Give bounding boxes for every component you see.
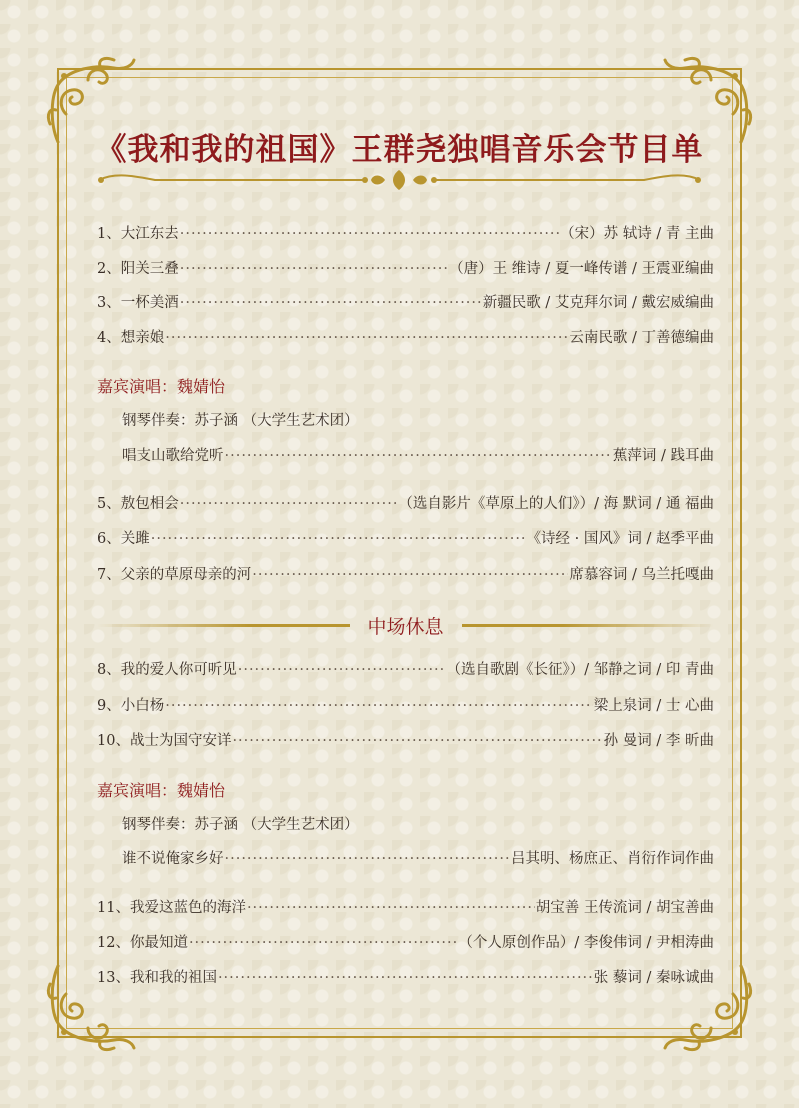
song-title: 唱支山歌给党听 (122, 448, 224, 464)
song-title: 一杯美酒 (120, 295, 179, 311)
song-title: 关雎 (120, 531, 150, 547)
song-credit: （宋）苏 轼诗 / 青 主曲 (560, 226, 714, 242)
dot-leader (151, 531, 526, 547)
song-credit: 席慕容词 / 乌兰托嘎曲 (569, 567, 714, 583)
program-item-4 (97, 326, 714, 348)
song-credit: （个人原创作品）/ 李俊伟词 / 尹相涛曲 (458, 935, 714, 951)
program-item-1 (97, 222, 714, 244)
program-item-11 (97, 896, 714, 918)
song-title: 父亲的草原母亲的河 (120, 567, 252, 583)
dot-leader (180, 261, 448, 277)
title-divider-ornament-icon (95, 168, 704, 192)
guest-song-item (122, 847, 714, 869)
song-credit: 胡宝善 王传流词 / 胡宝善曲 (535, 900, 714, 916)
piano-accompaniment-note: 钢琴伴奏：苏子涵 （大学生艺术团） (122, 817, 359, 833)
intermission-label: 中场休息 (367, 615, 444, 638)
song-credit: （选自歌剧《长征》）/ 邹静之词 / 印 青曲 (446, 662, 714, 678)
item-number: 9、 (97, 698, 121, 714)
program-item-2 (97, 257, 714, 279)
song-title: 你最知道 (129, 935, 188, 951)
program-item-7 (97, 563, 714, 585)
inner-frame-border (66, 77, 733, 1029)
song-title: 小白杨 (120, 698, 165, 714)
piano-accompaniment-note: 钢琴伴奏：苏子涵 （大学生艺术团） (122, 413, 359, 429)
song-title: 阳关三叠 (120, 261, 179, 277)
song-title: 谁不说俺家乡好 (122, 851, 224, 867)
song-credit: 张 藜词 / 秦咏诚曲 (593, 970, 714, 986)
item-number: 11、 (97, 900, 130, 916)
dot-leader (180, 295, 482, 311)
program-item-3 (97, 291, 714, 313)
program-item-6 (97, 527, 714, 549)
song-title: 战士为国守安详 (129, 733, 232, 749)
dot-leader (247, 900, 535, 916)
dot-leader (232, 733, 602, 749)
program-item-9 (97, 694, 714, 716)
dot-leader (165, 698, 593, 714)
divider-line-left (97, 624, 350, 627)
dot-leader (225, 448, 612, 464)
item-number: 3、 (97, 295, 121, 311)
program-item-8 (97, 658, 714, 680)
song-title: 我和我的祖国 (129, 970, 217, 986)
song-credit: 吕其明、杨庶正、肖衍作词作曲 (511, 851, 714, 867)
song-credit: 云南民歌 / 丁善德编曲 (569, 330, 714, 346)
item-number: 6、 (97, 531, 121, 547)
dot-leader (252, 567, 568, 583)
item-number: 10、 (97, 733, 130, 749)
dot-leader (238, 662, 446, 678)
song-credit: 蕉萍词 / 践耳曲 (612, 448, 714, 464)
dot-leader (180, 496, 398, 512)
item-number: 1、 (97, 226, 121, 242)
song-credit: （选自影片《草原上的人们》）/ 海 默词 / 通 福曲 (398, 496, 714, 512)
song-credit: 梁上泉词 / 士 心曲 (593, 698, 714, 714)
song-title: 敖包相会 (120, 496, 179, 512)
item-number: 8、 (97, 662, 121, 678)
item-number: 13、 (97, 970, 130, 986)
program-item-10 (97, 729, 714, 751)
dot-leader (218, 970, 593, 986)
divider-line-right (462, 624, 715, 627)
song-title: 想亲娘 (120, 330, 165, 346)
program-item-13 (97, 966, 714, 988)
guest-performer-heading: 嘉宾演唱：魏婧怡 (97, 377, 226, 396)
item-number: 7、 (97, 567, 121, 583)
guest-song-item (122, 444, 714, 466)
intermission-divider (97, 612, 714, 638)
song-credit: 新疆民歌 / 艾克拜尔词 / 戴宏威编曲 (482, 295, 714, 311)
item-number: 5、 (97, 496, 121, 512)
song-title: 我的爱人你可听见 (120, 662, 237, 678)
dot-leader (180, 226, 559, 242)
song-title: 大江东去 (120, 226, 179, 242)
song-title: 我爱这蓝色的海洋 (129, 900, 246, 916)
item-number: 4、 (97, 330, 121, 346)
program-title: 《我和我的祖国》王群尧独唱音乐会节目单 (95, 132, 704, 168)
dot-leader (189, 935, 457, 951)
song-credit: 《诗经 · 国风》词 / 赵季平曲 (526, 531, 714, 547)
program-item-12 (97, 931, 714, 953)
song-credit: 孙 曼词 / 李 昕曲 (603, 733, 714, 749)
dot-leader (225, 851, 511, 867)
item-number: 12、 (97, 935, 130, 951)
song-credit: （唐）王 维诗 / 夏一峰传谱 / 王震亚编曲 (449, 261, 714, 277)
guest-performer-heading: 嘉宾演唱：魏婧怡 (97, 781, 226, 800)
item-number: 2、 (97, 261, 121, 277)
dot-leader (165, 330, 568, 346)
program-item-5 (97, 492, 714, 514)
